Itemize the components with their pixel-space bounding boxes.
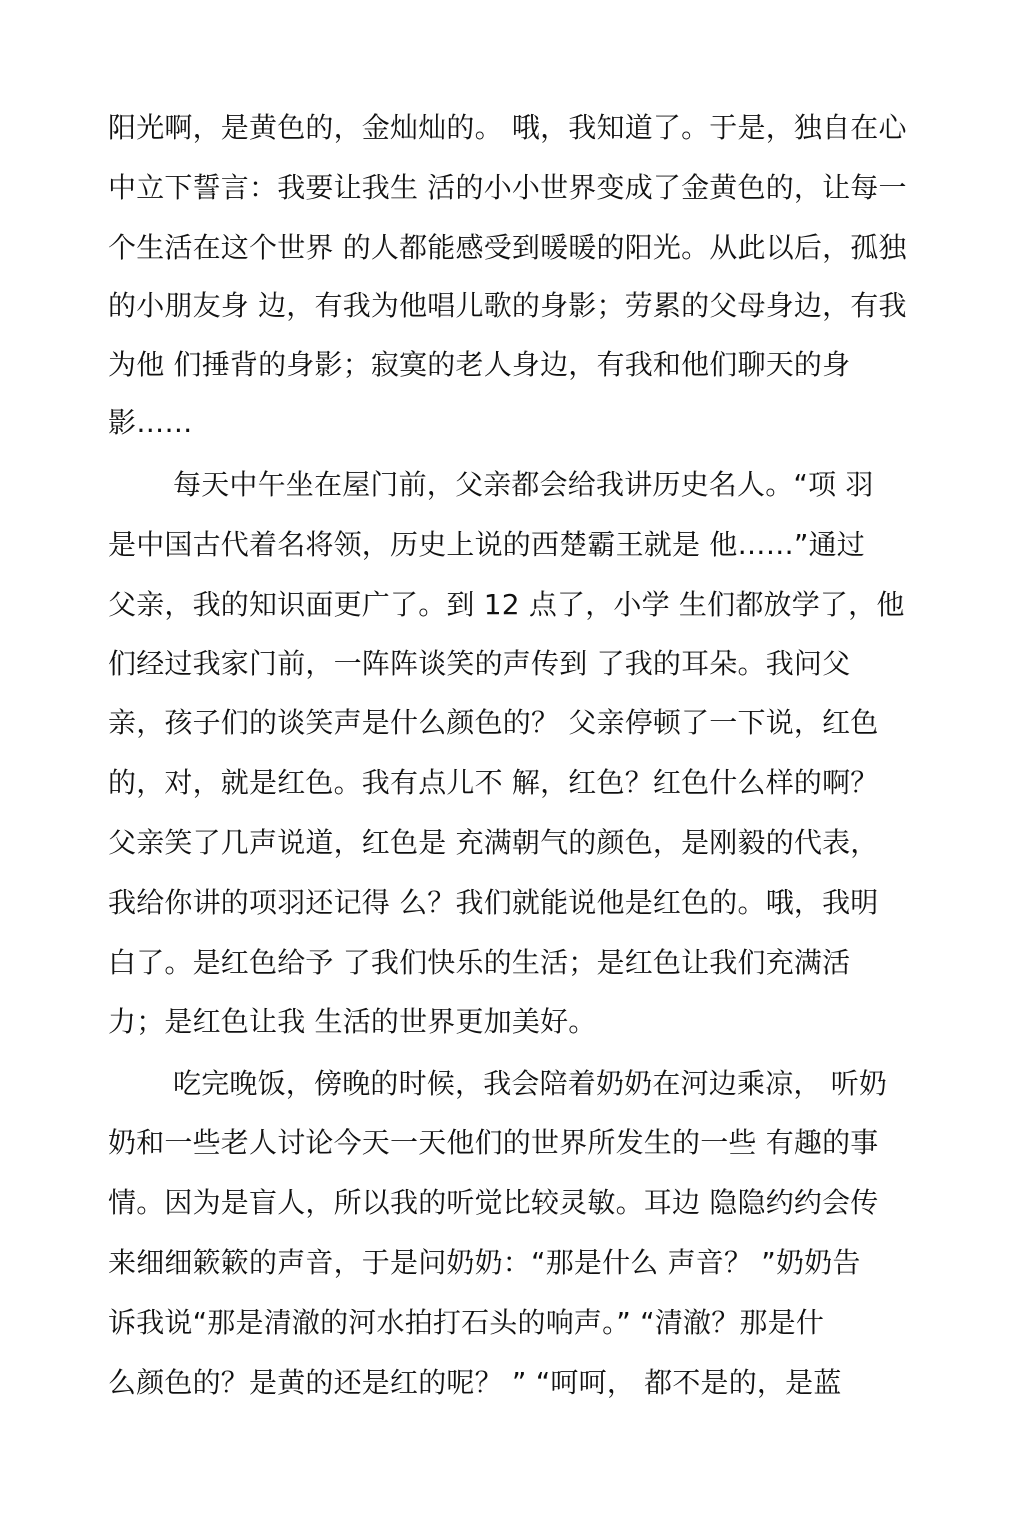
text-line: 么颜色的？是黄的还是红的呢？ ” “呵呵， 都不是的，是蓝 — [108, 1366, 842, 1399]
text-line: 阳光啊，是黄色的，金灿灿的。 哦，我知道了。于是，独自在心 — [108, 111, 907, 144]
text-line: 每天中午坐在屋门前，父亲都会给我讲历史名人。“项 羽 — [173, 468, 874, 501]
text-line: 个生活在这个世界 的人都能感受到暖暖的阳光。从此以后，孤独 — [108, 231, 907, 264]
text-line: 父亲，我的知识面更广了。到 12 点了，小学 生们都放学了，他 — [108, 588, 905, 621]
text-line: 是中国古代着名将领，历史上说的西楚霸王就是 他……”通过 — [108, 528, 866, 561]
text-line: 为他 们捶背的身影；寂寞的老人身边，有我和他们聊天的身 — [108, 348, 851, 381]
text-line: 来细细簌簌的声音，于是问奶奶：“那是什么 声音？ ”奶奶告 — [108, 1246, 861, 1279]
text-line: 情。因为是盲人，所以我的听觉比较灵敏。耳边 隐隐约约会传 — [108, 1186, 879, 1219]
text-line: 白了。是红色给予 了我们快乐的生活；是红色让我们充满活 — [108, 946, 851, 979]
text-line: 吃完晚饭，傍晚的时候，我会陪着奶奶在河边乘凉， 听奶 — [173, 1067, 888, 1100]
text-line: 们经过我家门前，一阵阵谈笑的声传到 了我的耳朵。我问父 — [108, 647, 851, 680]
text-line: 影…… — [108, 406, 193, 439]
text-line: 中立下誓言：我要让我生 活的小小世界变成了金黄色的，让每一 — [108, 171, 907, 204]
text-line: 我给你讲的项羽还记得 么？我们就能说他是红色的。哦，我明 — [108, 886, 879, 919]
text-line: 的，对，就是红色。我有点儿不 解，红色？红色什么样的啊？ — [108, 766, 879, 799]
text-line: 父亲笑了几声说道，红色是 充满朝气的颜色，是刚毅的代表， — [108, 826, 879, 859]
text-line: 奶和一些老人讨论今天一天他们的世界所发生的一些 有趣的事 — [108, 1126, 879, 1159]
text-line: 的小朋友身 边，有我为他唱儿歌的身影；劳累的父母身边，有我 — [108, 289, 907, 322]
text-line: 亲，孩子们的谈笑声是什么颜色的？ 父亲停顿了一下说，红色 — [108, 706, 879, 739]
text-line: 诉我说“那是清澈的河水拍打石头的响声。” “清澈？那是什 — [108, 1306, 825, 1339]
text-line: 力；是红色让我 生活的世界更加美好。 — [108, 1005, 597, 1038]
